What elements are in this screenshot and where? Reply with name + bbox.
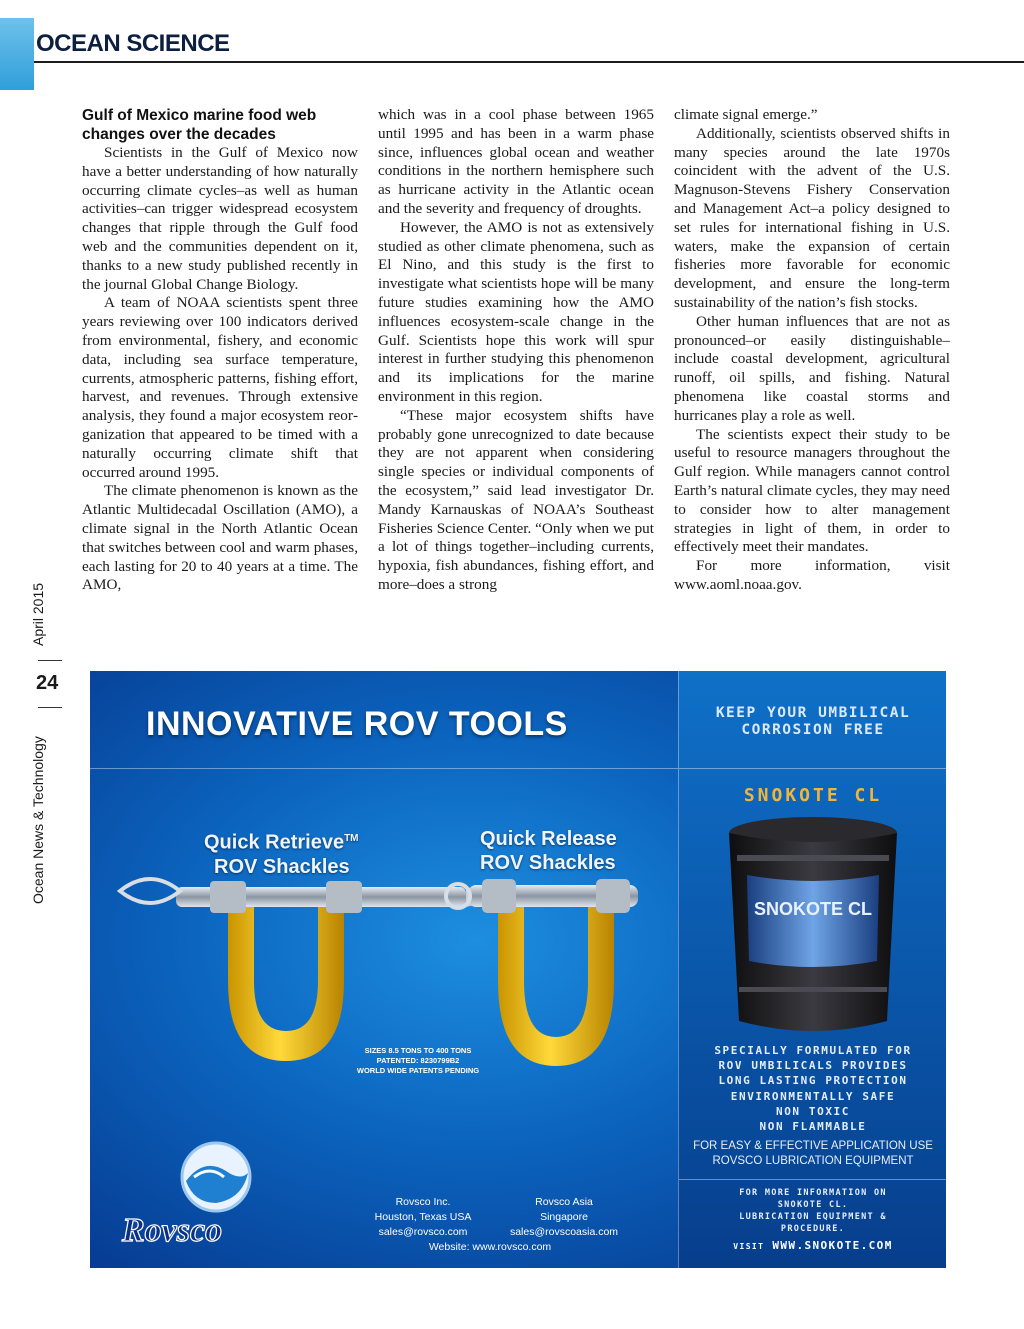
product-subtitle: ROV Shackles: [214, 855, 350, 878]
snokote-bucket-image: [717, 811, 909, 1039]
feature-line: ROV UMBILICALS PROVIDES: [718, 1059, 908, 1073]
bucket-label: SNOKOTE CL: [753, 899, 873, 919]
product-name: Quick Retrieve: [204, 831, 345, 854]
snokote-website-link[interactable]: [679, 1239, 946, 1252]
article-column-1: [82, 106, 358, 595]
office-city: Houston, Texas USA: [374, 1211, 472, 1223]
website-link[interactable]: Website: www.rovsco.com: [428, 1241, 552, 1253]
ad-divider: [679, 768, 946, 769]
patent-info: [338, 1046, 498, 1076]
patent-line: WORLD WIDE PATENTS PENDING: [356, 1066, 480, 1075]
application-note: [679, 1139, 946, 1169]
apply-line: FOR EASY & EFFECTIVE APPLICATION USE: [693, 1140, 933, 1152]
product-subtitle: ROV Shackles: [480, 852, 616, 874]
apply-line: ROVSCO LUBRICATION EQUIPMENT: [712, 1155, 914, 1167]
publication-name: Ocean News & Technology: [30, 736, 46, 904]
ad-title: INNOVATIVE ROV TOOLS: [146, 705, 568, 743]
paragraph: Other human influences that are not as pronounced–or easily distinguishable–include coastal development, agricultural runoff, oil spills, and fishing. Natural phenomena like coastal storms and hurricanes play a role as well.: [674, 312, 950, 424]
ad-tagline: [679, 705, 946, 739]
side-divider: [38, 660, 62, 661]
office-email[interactable]: sales@rovscoasia.com: [509, 1226, 619, 1238]
article-column-3: [674, 106, 950, 595]
ad-divider: [679, 1179, 946, 1180]
paragraph: Scientists in the Gulf of Mexico now have a better understanding of how naturally occurring climate cycles–as well as human activities–can trigger widespread ecosystem changes that ripple through the Gulf food web and the communities dependent on it, thanks to a new study published recently in the journal Global Change Biology.: [82, 144, 358, 293]
paragraph: For more information, visit www.aoml.noaa.gov.: [674, 557, 950, 593]
office-singapore: [498, 1195, 630, 1240]
office-name: Rovsco Inc.: [395, 1196, 451, 1208]
office-city: Singapore: [540, 1211, 588, 1223]
feature-line: LONG LASTING PROTECTION: [718, 1074, 908, 1088]
office-name: Rovsco Asia: [535, 1196, 593, 1208]
paragraph: The scientists expect their study to be useful to resource managers throughout the Gulf region. While managers cannot control Earth’s natural climate cycles, they may need to consider how to alter management strategies in light of them, in order to effectively meet their mandates.: [674, 425, 950, 556]
trademark-mark: TM: [344, 833, 359, 844]
issue-date: April 2015: [30, 582, 46, 646]
patent-line: SIZES 8.5 TONS TO 400 TONS: [364, 1046, 472, 1055]
tagline-line: KEEP YOUR UMBILICAL: [715, 705, 911, 721]
visit-prefix: VISIT: [733, 1242, 765, 1251]
paragraph: Additionally, scientists observed shifts in many species around the late 1970s coincident with the advent of the U.S. Magnuson-Stevens Fishery Conservation and Management Act–a policy designed to set rules for international fishing in U.S. waters, make the expansion of certain fisheries more favorable for economic development, and ensure the long-term sustainability of the nation’s fish stocks.: [674, 124, 950, 311]
paragraph: A team of NOAA scientists spent three years reviewing over 100 indicators derived from environmental, fishery, and economic data, including sea surface temperature, currents, atmospheric patterns, fishing effort, harvest, and revenues. Through extensive analysis, they found a major ecosystem reorganization that appeared to be timed with a naturally occurring climate shift that occurred around 1995.: [82, 294, 358, 481]
feature-line: NON FLAMMABLE: [759, 1120, 867, 1134]
visit-url[interactable]: WWW.SNOKOTE.COM: [772, 1239, 893, 1252]
more-info: [699, 1187, 927, 1235]
office-houston: [358, 1195, 488, 1240]
ad-right-panel: [678, 671, 946, 1268]
article-headline: Gulf of Mexico marine food web changes over the decades: [82, 107, 317, 143]
page-number: 24: [36, 672, 59, 694]
product-name: Quick Release: [480, 828, 617, 850]
rovsco-logo: [114, 1137, 314, 1247]
patent-line: PATENTED: 8230799B2: [376, 1056, 460, 1065]
product-name-snokote: SNOKOTE CL: [743, 785, 883, 806]
ad-left-panel: [90, 671, 678, 1268]
article-column-2: [378, 106, 654, 595]
paragraph: climate signal emerge.”: [674, 106, 818, 123]
office-email[interactable]: sales@rovsco.com: [378, 1226, 468, 1238]
more-info-line: SNOKOTE CL.: [777, 1200, 849, 1210]
feature-line: NON TOXIC: [775, 1104, 850, 1118]
side-divider: [38, 707, 62, 708]
quick-release-shackle-icon: [446, 879, 638, 1066]
product-features: [679, 1043, 946, 1134]
more-info-line: PROCEDURE.: [780, 1224, 846, 1234]
paragraph: which was in a cool phase between 1965 until 1995 and has been in a warm phase since, influences global ocean and weather conditions in the northern hemisphere such as hurricane activity in the Atlantic ocean and the severity and frequency of droughts.: [378, 106, 654, 217]
paragraph: “These major ecosystem shifts have probably gone unrecognized to date because they are not apparent when considering single species or individual components of the ecosystem,” said lead investigator Dr. Mandy Karnauskas of NOAA’s Southeast Fisheries Science Center. “Only when we put a lot of things together–including currents, hypoxia, fish abundances, fishing effort, and more–does a strong: [378, 406, 654, 593]
rovsco-advertisement[interactable]: [90, 671, 946, 1268]
feature-line: ENVIRONMENTALLY SAFE: [730, 1089, 896, 1103]
section-title: OCEAN SCIENCE: [36, 30, 230, 57]
more-info-line: LUBRICATION EQUIPMENT &: [739, 1212, 887, 1222]
logo-wordmark: Rovsco: [122, 1212, 223, 1247]
section-accent-block: [0, 18, 34, 90]
paragraph: However, the AMO is not as extensively studied as other climate phenomena, such as El Nino, and this study is the first to investigate what scientists hope will be many future studies examining how the AMO influences ecosystem-scale change in the Gulf. Scientists hope this work will spur interest in further studying this phenomenon and its implications for the marine environment in this region.: [378, 218, 654, 405]
more-info-line: FOR MORE INFORMATION ON: [739, 1188, 887, 1198]
feature-line: SPECIALLY FORMULATED FOR: [714, 1044, 912, 1057]
header-divider: [34, 61, 1024, 63]
tagline-line: CORROSION FREE: [741, 722, 885, 738]
paragraph: The climate phenomenon is known as the Atlantic Multidecadal Oscillation (AMO), a climate signal in the North Atlantic Ocean that switches between cool and warm phases, each lasting for 20 to 40 years at a time. The AMO,: [82, 482, 358, 594]
